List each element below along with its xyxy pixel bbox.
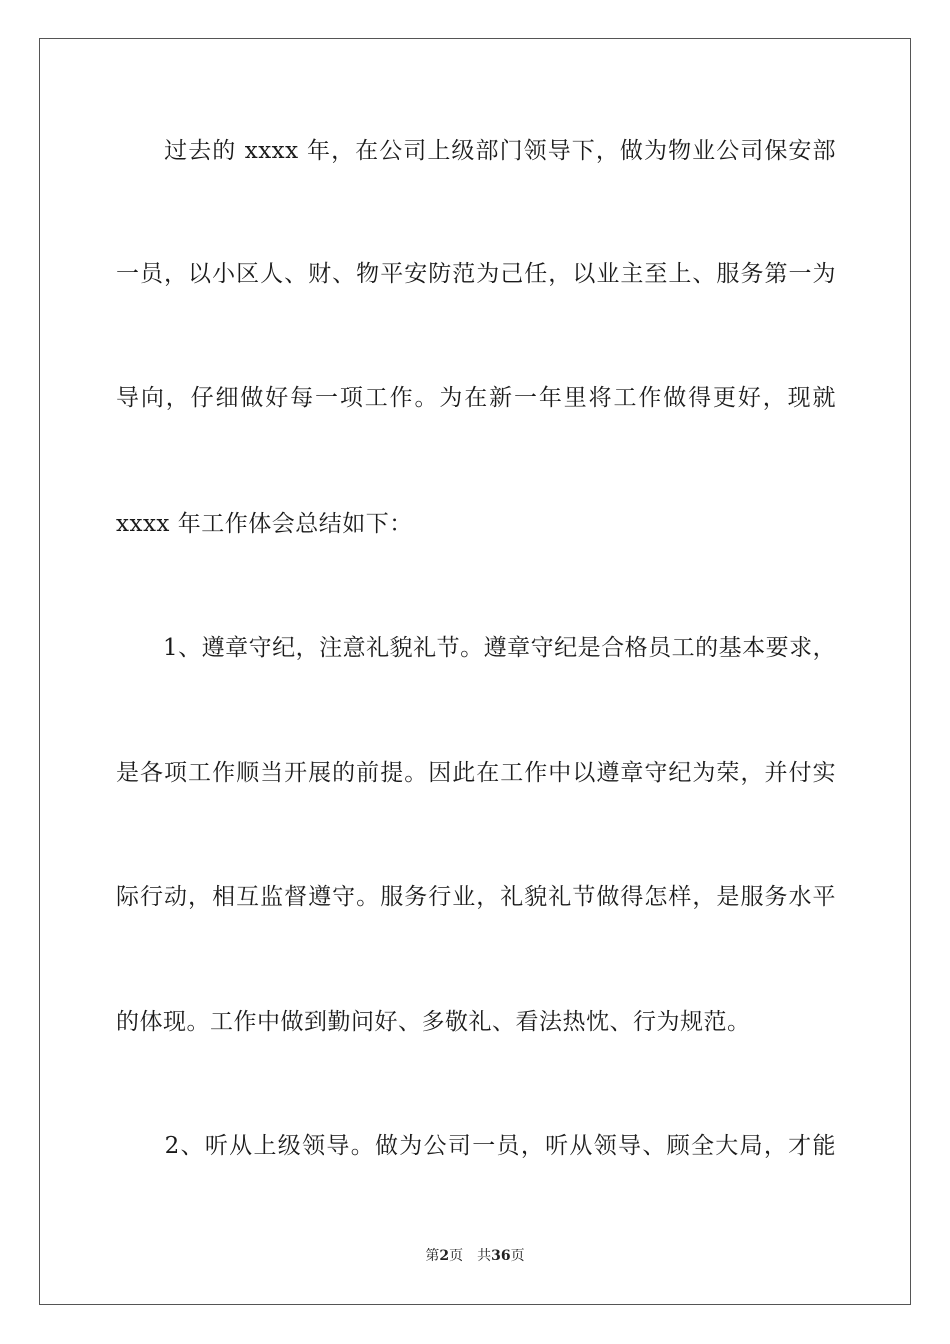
text-line-7: 际行动，相互监督遵守。服务行业，礼貌礼节做得怎样，是服务水平 xyxy=(116,884,836,910)
text-line-3: 导向，仔细做好每一项工作。为在新一年里将工作做得更好，现就 xyxy=(116,385,836,411)
footer-total-prefix: 共 xyxy=(477,1248,492,1264)
text-line-9: 2、听从上级领导。做为公司一员，听从领导、顾全大局，才能 xyxy=(116,1133,836,1159)
text-line-6: 是各项工作顺当开展的前提。因此在工作中以遵章守纪为荣，并付实 xyxy=(116,760,836,786)
text-line-2: 一员，以小区人、财、物平安防范为己任，以业主至上、服务第一为 xyxy=(116,261,836,287)
footer-page-suffix: 页 xyxy=(449,1248,464,1264)
text-line-4: xxxx 年工作体会总结如下： xyxy=(116,511,413,537)
footer-page-number: 2 xyxy=(439,1248,450,1264)
text-line-8: 的体现。工作中做到勤问好、多敬礼、看法热忱、行为规范。 xyxy=(116,1009,751,1035)
footer-total-number: 36 xyxy=(491,1248,511,1264)
page-footer xyxy=(0,1246,950,1266)
text-line-1: 过去的 xxxx 年，在公司上级部门领导下，做为物业公司保安部 xyxy=(116,138,836,164)
footer-page-prefix: 第 xyxy=(425,1248,440,1264)
page-border xyxy=(39,38,911,1305)
text-line-5: 1、遵章守纪，注意礼貌礼节。遵章守纪是合格员工的基本要求， xyxy=(116,635,837,661)
footer-total-suffix: 页 xyxy=(510,1248,525,1264)
